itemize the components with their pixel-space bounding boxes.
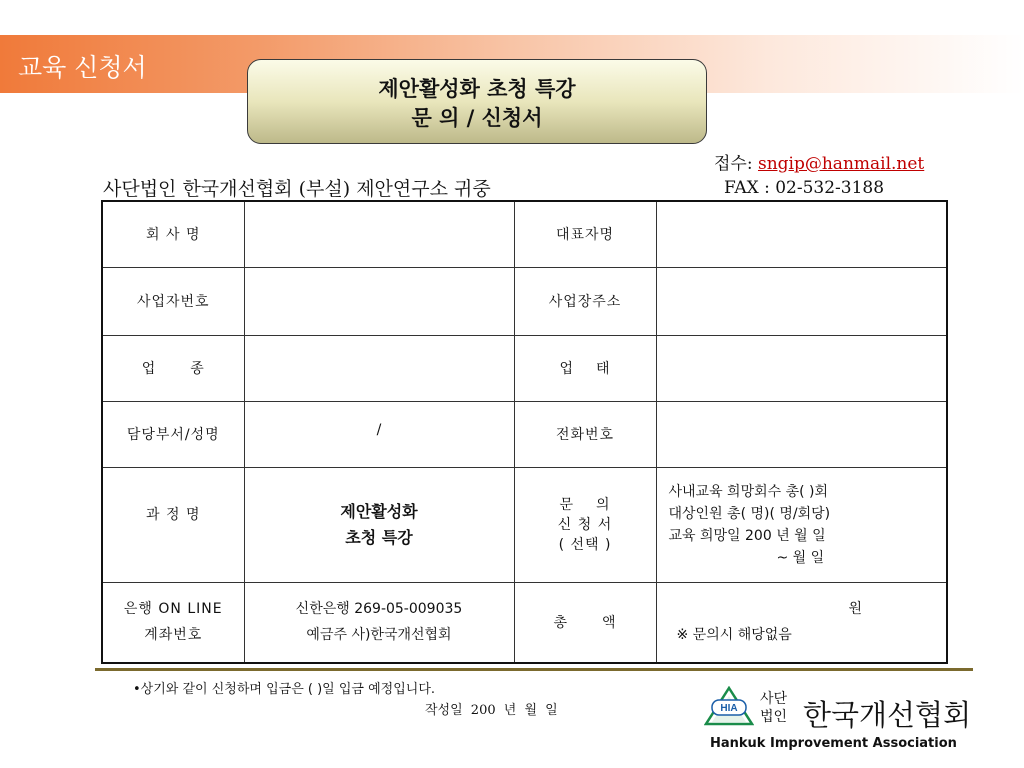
bottom-divider bbox=[95, 668, 973, 671]
department-name-label: 담당부서/성명 bbox=[102, 401, 244, 467]
bank-account-number: 신한은행 269-05-009035 bbox=[295, 601, 463, 618]
currency-unit: 원 bbox=[848, 601, 863, 618]
industry-label: 업 종 bbox=[102, 335, 244, 401]
course-line-1: 제안활성화 bbox=[340, 501, 418, 521]
ceo-name-field[interactable] bbox=[656, 201, 947, 267]
course-name-value bbox=[244, 467, 514, 582]
total-amount-note: ※ 문의시 해당없음 bbox=[676, 627, 792, 644]
business-number-label: 사업자번호 bbox=[102, 267, 244, 335]
phone-field[interactable] bbox=[656, 401, 947, 467]
business-type-label: 업 태 bbox=[514, 335, 656, 401]
table-row bbox=[102, 201, 947, 267]
inquiry-option-date[interactable]: 교육 희망일 200 년 월 일 bbox=[668, 527, 826, 544]
logo-corp-label: 사단 법인 bbox=[760, 691, 788, 725]
total-amount-label: 총 액 bbox=[514, 582, 656, 663]
logo-english-name: Hankuk Improvement Association bbox=[710, 736, 957, 751]
inquiry-options[interactable] bbox=[656, 467, 947, 582]
phone-label: 전화번호 bbox=[514, 401, 656, 467]
svg-text:HIA: HIA bbox=[720, 703, 738, 714]
table-row bbox=[102, 467, 947, 582]
company-name-field[interactable] bbox=[244, 201, 514, 267]
company-name-label: 회 사 명 bbox=[102, 201, 244, 267]
department-name-field[interactable] bbox=[244, 401, 514, 467]
written-date: 작성일 200 년 월 일 bbox=[425, 703, 558, 718]
inquiry-option-sessions[interactable]: 사내교육 희망회수 총( )회 bbox=[668, 483, 829, 500]
fax-number: FAX : 02-532-3188 bbox=[724, 178, 885, 198]
hia-logo-icon bbox=[704, 686, 754, 726]
total-amount-field[interactable] bbox=[656, 582, 947, 663]
recipient-line: 사단법인 한국개선협회 (부설) 제안연구소 귀중 bbox=[103, 178, 491, 200]
business-type-field[interactable] bbox=[656, 335, 947, 401]
ceo-name-label: 대표자명 bbox=[514, 201, 656, 267]
band-title: 교육 신청서 bbox=[18, 53, 147, 82]
bank-account-info bbox=[244, 582, 514, 663]
inquiry-type-label: 문 의 신 청 서 ( 선택 ) bbox=[514, 467, 656, 582]
table-row bbox=[102, 582, 947, 663]
industry-field[interactable] bbox=[244, 335, 514, 401]
course-name-label: 과 정 명 bbox=[102, 467, 244, 582]
title-box bbox=[247, 59, 707, 144]
inquiry-option-participants[interactable]: 대상인원 총( 명)( 명/회당) bbox=[668, 505, 831, 522]
inquiry-option-date-end[interactable]: ~ 월 일 bbox=[776, 549, 825, 566]
title-line-2: 문 의 / 신청서 bbox=[411, 105, 543, 130]
business-address-field[interactable] bbox=[656, 267, 947, 335]
business-address-label: 사업장주소 bbox=[514, 267, 656, 335]
bank-online-label: 은행 ON LINE 계좌번호 bbox=[102, 582, 244, 663]
reception-label: 접수: bbox=[714, 154, 753, 174]
bank-account-holder: 예금주 사)한국개선협회 bbox=[306, 627, 452, 644]
course-line-2: 초청 특강 bbox=[345, 527, 413, 547]
payment-note: •상기와 같이 신청하며 입금은 ( )일 입금 예정입니다. bbox=[133, 682, 436, 697]
application-form-table bbox=[101, 200, 948, 664]
contact-info bbox=[714, 152, 954, 200]
table-row bbox=[102, 267, 947, 335]
logo-org-name: 한국개선협회 bbox=[803, 698, 972, 732]
email-link[interactable]: sngip@hanmail.net bbox=[757, 154, 925, 174]
table-row bbox=[102, 335, 947, 401]
title-line-1: 제안활성화 초청 특강 bbox=[378, 76, 576, 101]
business-number-field[interactable] bbox=[244, 267, 514, 335]
department-separator: / bbox=[376, 421, 382, 438]
table-row bbox=[102, 401, 947, 467]
